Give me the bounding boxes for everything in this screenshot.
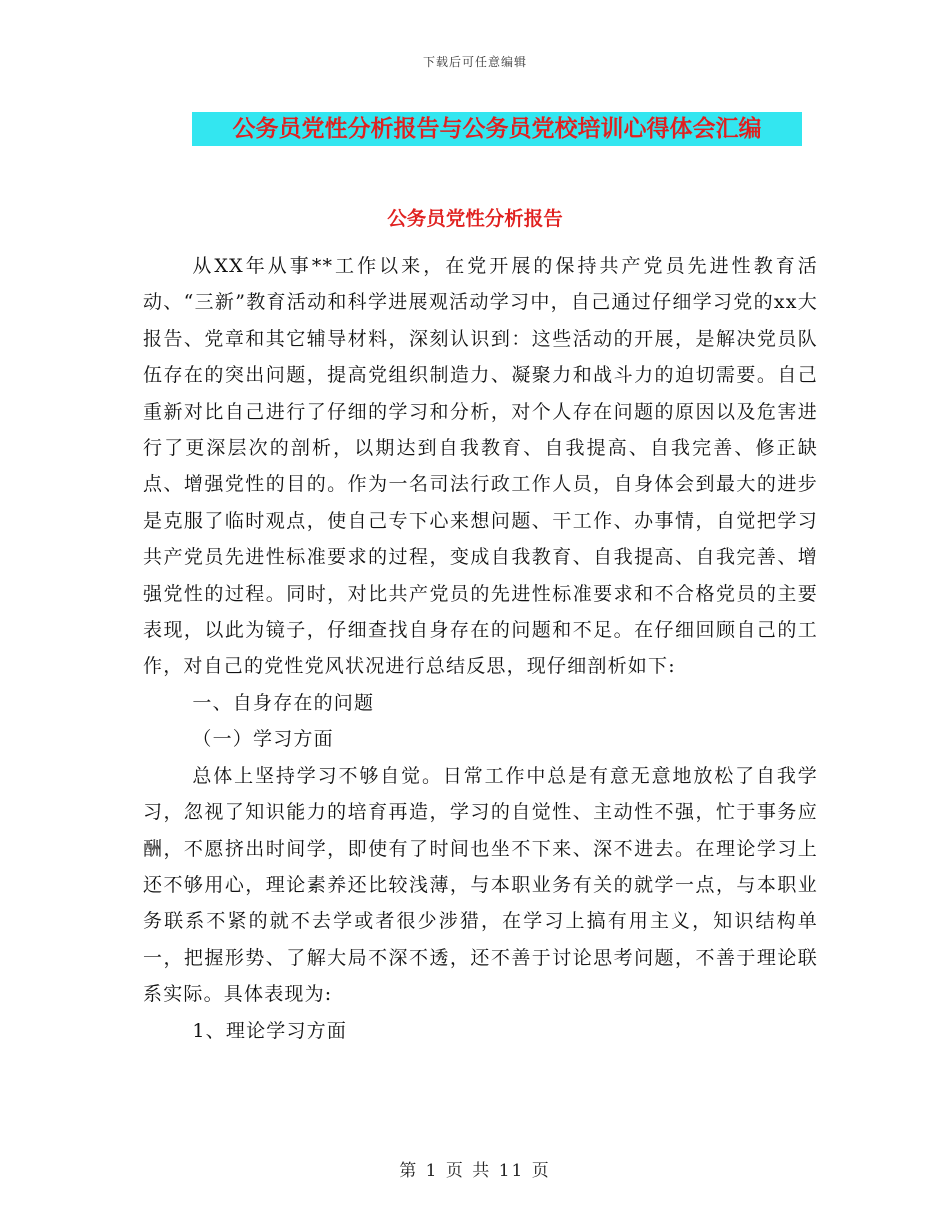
body-paragraph-1: 从XX年从事**工作以来，在党开展的保持共产党员先进性教育活动、“三新”教育活动和科学进展观活动学习中，自己通过仔细学习党的xx大报告、党章和其它辅导材料，深刻认识到：这些活动的开展，是解决党员队伍存在的突出问题，提高党组织制造力、凝聚力和战斗力的迫切需要。自己重新对比自己进行了仔细的学习和分析，对个人存在问题的原因以及危害进行了更深层次的剖析，以期达到自我教育、自我提高、自我完善、修正缺点、增强党性的目的。作为一名司法行政工作人员，自身体会到最大的进步是克服了临时观点，使自己专下心来想问题、干工作、办事情，自觉把学习共产党员先进性标准要求的过程，变成自我教育、自我提高、自我完善、增强党性的过程。同时，对比共产党员的先进性标准要求和不合格党员的主要表现，以此为镜子，仔细查找自身存在的问题和不足。在仔细回顾自己的工作，对自己的党性党风状况进行总结反思，现仔细剖析如下: (143, 255, 818, 678)
section-title: 公务员党性分析报告 (387, 207, 563, 230)
heading-theory-study: 1、理论学习方面 (192, 1019, 348, 1042)
heading-problems: 一、自身存在的问题 (192, 691, 375, 714)
document-body (143, 248, 818, 1049)
document-title: 公务员党性分析报告与公务员党校培训心得体会汇编 (192, 112, 802, 146)
heading-study: （一）学习方面 (192, 728, 334, 751)
body-paragraph-2: 总体上坚持学习不够自觉。日常工作中总是有意无意地放松了自我学习，忽视了知识能力的培育再造，学习的自觉性、主动性不强，忙于事务应酬，不愿挤出时间学，即使有了时间也坐不下来、深不进去。在理论学习上还不够用心，理论素养还比较浅薄，与本职业务有关的就学一点，与本职业务联系不紧的就不去学或者很少涉猎，在学习上搞有用主义，知识结构单一，把握形势、了解大局不深不透，还不善于讨论思考问题，不善于理论联系实际。具体表现为: (143, 764, 818, 1006)
page-footer: 第 1 页 共 11 页 (399, 1161, 551, 1181)
header-note: 下载后可任意编辑 (422, 55, 527, 69)
